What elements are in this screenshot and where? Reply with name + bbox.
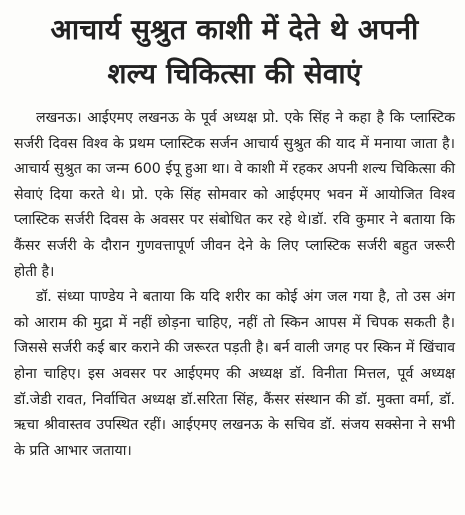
article-paragraph-1: लखनऊ। आईएमए लखनऊ के पूर्व अध्यक्ष प्रो. एके सिंह ने कहा है कि प्लास्टिक सर्जरी दिवस विश्व के प्रथम प्लास्टिक सर्जन आचार्य सुश्रुत की याद में मनाया जाता है। आचार्य सुश्रुत का जन्म 600 ईपू हुआ था। वे काशी में रहकर अपनी शल्य चिकित्सा की सेवाएं दिया करते थे। प्रो. एके सिंह सोमवार को आईएमए भवन में आयोजित विश्व प्लास्टिक सर्जरी दिवस के अवसर पर संबोधित कर रहे थे।डॉ. रवि कुमार ने बताया कि कैंसर सर्जरी के दौरान गुणवत्तापूर्ण जीवन देने के लिए प्लास्टिक सर्जरी बहुत जरूरी होती है। xyxy=(14,110,455,280)
headline-line-1: आचार्य सुश्रुत काशी में देते थे अपनी xyxy=(50,13,419,46)
headline-line-2: शल्य चिकित्सा की सेवाएं xyxy=(107,57,362,90)
article-paragraph-2: डॉ. संध्या पाण्डेय ने बताया कि यदि शरीर का कोई अंग जल गया है, तो उस अंग को आराम की मुद्रा में नहीं छोड़ना चाहिए, नहीं तो स्किन आपस में चिपक सकती है। जिससे सर्जरी कई बार कराने की जरूरत पड़ती है। बर्न वाली जगह पर स्किन में खिंचाव होना चाहिए। इस अवसर पर आईएमए की अध्यक्ष डॉ. विनीता मित्तल, पूर्व अध्यक्ष डॉ.जेडी रावत, निर्वाचित अध्यक्ष डॉ.सरिता सिंह, कैंसर संस्थान की डॉ. मुक्ता वर्मा, डॉ. ऋचा श्रीवास्तव उपस्थित रहीं। आईएमए लखनऊ के सचिव डॉ. संजय सक्सेना ने सभी के प्रति आभार जताया। xyxy=(14,289,455,459)
article-headline xyxy=(14,8,455,96)
article-body xyxy=(14,106,455,464)
